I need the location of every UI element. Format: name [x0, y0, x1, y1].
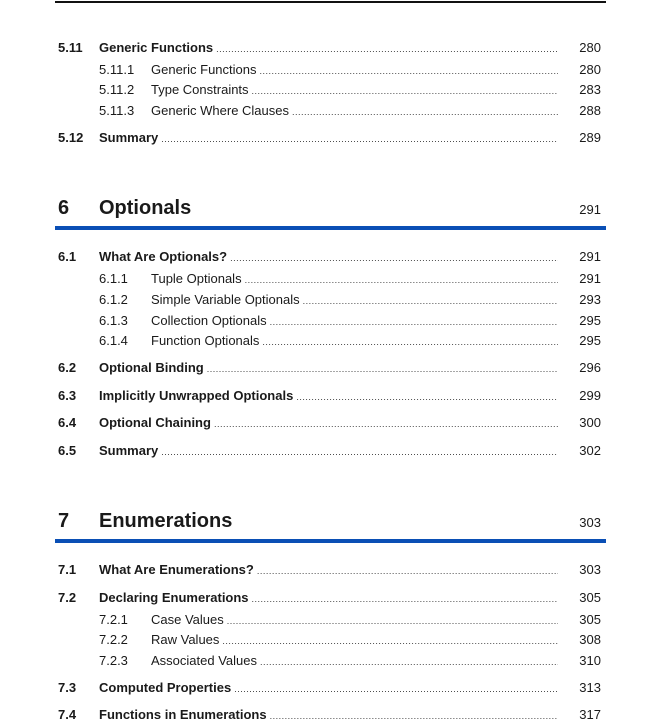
entry-page: 317 [579, 707, 601, 722]
chapter-number: 7 [58, 510, 70, 532]
toc-subentry[interactable] [99, 610, 601, 630]
entry-page: 289 [579, 130, 601, 145]
entry-number: 5.11.2 [99, 82, 135, 97]
entry-title: Optional Chaining [99, 415, 211, 430]
entry-title: Computed Properties [99, 680, 232, 695]
dot-leader [296, 387, 558, 407]
entry-title: Optional Binding [99, 360, 204, 375]
dot-leader [234, 679, 558, 699]
entry-number: 7.3 [58, 680, 77, 695]
toc-subentry[interactable] [99, 331, 601, 351]
entry-title: Generic Functions [99, 40, 214, 55]
entry-title: Raw Values [151, 632, 220, 647]
dot-leader [216, 39, 558, 59]
entry-page: 283 [579, 82, 601, 97]
entry-number: 7.1 [58, 562, 77, 577]
entry-number: 6.1.4 [99, 333, 128, 348]
entry-title: What Are Enumerations? [99, 562, 254, 577]
entry-page: 300 [579, 415, 601, 430]
entry-number: 6.2 [58, 360, 77, 375]
entry-page: 296 [579, 360, 601, 375]
toc-subentry[interactable] [99, 630, 601, 650]
toc-subentry[interactable] [99, 101, 601, 121]
toc-entry[interactable] [58, 441, 601, 461]
dot-leader [260, 61, 559, 81]
dot-leader [260, 652, 558, 672]
toc-subentry[interactable] [99, 80, 601, 100]
entry-number: 6.1 [58, 249, 77, 264]
entry-title: Declaring Enumerations [99, 590, 249, 605]
entry-number: 7.2.1 [99, 612, 128, 627]
entry-page: 310 [579, 653, 601, 668]
entry-number: 5.11.3 [99, 103, 135, 118]
entry-number: 5.11 [58, 40, 83, 55]
entry-title: Functions in Enumerations [99, 707, 267, 722]
toc-subentry[interactable] [99, 290, 601, 310]
entry-number: 7.2.3 [99, 653, 128, 668]
toc-entry[interactable] [58, 386, 601, 406]
chapter-page: 291 [579, 202, 601, 217]
toc-subentry[interactable] [99, 269, 601, 289]
entry-number: 6.1.3 [99, 313, 128, 328]
entry-page: 295 [579, 313, 601, 328]
entry-title: Generic Where Clauses [151, 103, 289, 118]
entry-page: 295 [579, 333, 601, 348]
entry-page: 293 [579, 292, 601, 307]
dot-leader [252, 589, 558, 609]
entry-title: Case Values [151, 612, 224, 627]
entry-page: 302 [579, 443, 601, 458]
chapter-number: 6 [58, 197, 70, 219]
toc-subentry[interactable] [99, 60, 601, 80]
entry-number: 5.12 [58, 130, 84, 145]
entry-page: 280 [579, 62, 601, 77]
dot-leader [214, 414, 558, 434]
toc-entry[interactable] [58, 678, 601, 698]
entry-page: 305 [579, 612, 601, 627]
top-rule [55, 1, 606, 3]
entry-title: What Are Optionals? [99, 249, 228, 264]
dot-leader [245, 270, 558, 290]
entry-number: 6.1.1 [99, 271, 128, 286]
entry-page: 288 [579, 103, 601, 118]
entry-page: 291 [579, 249, 601, 264]
entry-number: 6.3 [58, 388, 77, 403]
toc-subentry[interactable] [99, 311, 601, 331]
dot-leader [292, 102, 558, 122]
entry-title: Associated Values [151, 653, 257, 668]
entry-page: 305 [579, 590, 601, 605]
dot-leader [270, 312, 558, 332]
entry-page: 308 [579, 632, 601, 647]
chapter-title: Optionals [99, 197, 192, 219]
entry-page: 280 [579, 40, 601, 55]
toc-entry[interactable] [58, 560, 601, 580]
chapter-divider [55, 539, 606, 543]
entry-title: Tuple Optionals [151, 271, 242, 286]
dot-leader [161, 442, 558, 462]
entry-number: 6.4 [58, 415, 77, 430]
entry-number: 5.11.1 [99, 62, 135, 77]
dot-leader [257, 561, 558, 581]
dot-leader [303, 291, 558, 311]
chapter-page: 303 [579, 515, 601, 530]
toc-entry[interactable] [58, 128, 601, 148]
dot-leader [222, 631, 558, 651]
entry-title: Generic Functions [151, 62, 257, 77]
chapter-heading[interactable] [58, 197, 601, 227]
entry-title: Implicitly Unwrapped Optionals [99, 388, 294, 403]
entry-title: Type Constraints [151, 82, 249, 97]
entry-number: 6.5 [58, 443, 77, 458]
entry-number: 7.2 [58, 590, 77, 605]
entry-title: Summary [99, 130, 159, 145]
chapter-divider [55, 226, 606, 230]
toc-entry[interactable] [58, 588, 601, 608]
toc-entry[interactable] [58, 705, 601, 725]
entry-title: Function Optionals [151, 333, 260, 348]
toc-entry[interactable] [58, 247, 601, 267]
entry-title: Simple Variable Optionals [151, 292, 300, 307]
entry-number: 7.2.2 [99, 632, 128, 647]
dot-leader [227, 611, 558, 631]
dot-leader [262, 332, 558, 352]
dot-leader [230, 248, 558, 268]
toc-entry[interactable] [58, 38, 601, 58]
dot-leader [161, 129, 558, 149]
entry-number: 6.1.2 [99, 292, 128, 307]
entry-page: 303 [579, 562, 601, 577]
dot-leader [270, 706, 558, 726]
toc-subentry[interactable] [99, 651, 601, 671]
entry-page: 299 [579, 388, 601, 403]
dot-leader [252, 81, 558, 101]
toc-entry[interactable] [58, 413, 601, 433]
dot-leader [207, 359, 558, 379]
entry-number: 7.4 [58, 707, 77, 722]
entry-title: Collection Optionals [151, 313, 267, 328]
entry-page: 291 [579, 271, 601, 286]
entry-title: Summary [99, 443, 159, 458]
chapter-title: Enumerations [99, 510, 233, 532]
entry-page: 313 [579, 680, 601, 695]
toc-entry[interactable] [58, 358, 601, 378]
chapter-heading[interactable] [58, 510, 601, 540]
